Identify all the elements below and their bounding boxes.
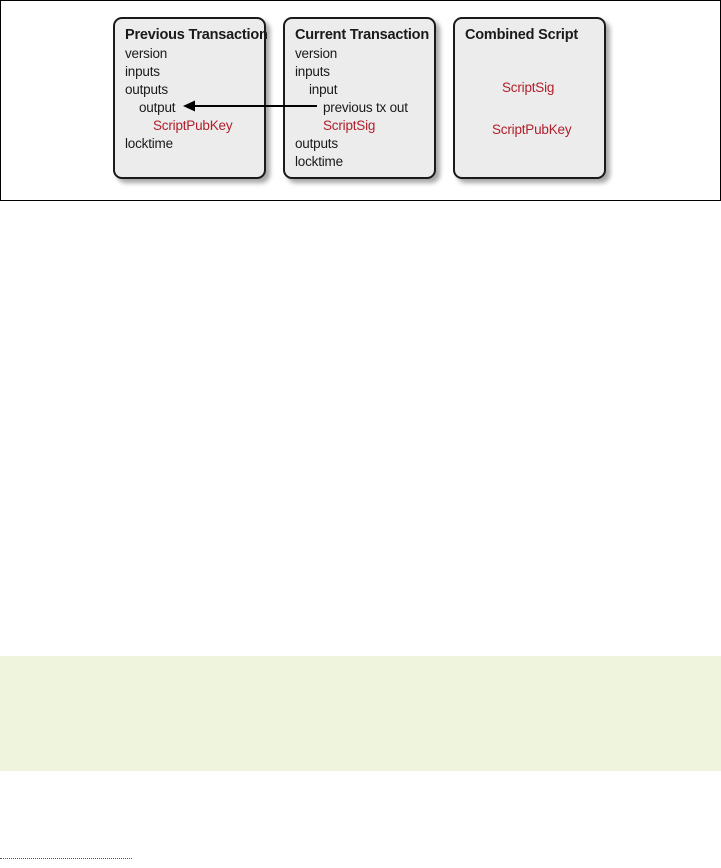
current-transaction-card <box>283 17 436 179</box>
prev-locktime-field: locktime <box>125 136 173 151</box>
previous-transaction-title: Previous Transaction <box>125 27 268 43</box>
current-transaction-title: Current Transaction <box>295 27 429 43</box>
combined-scriptpubkey: ScriptPubKey <box>492 122 572 137</box>
combined-script-title: Combined Script <box>465 27 579 43</box>
prev-scriptpubkey-field: ScriptPubKey <box>153 118 233 133</box>
combined-scriptsig: ScriptSig <box>502 80 555 95</box>
combined-script-card <box>453 17 606 179</box>
prev-outputs-field: outputs <box>125 82 168 97</box>
previous-transaction-card <box>113 17 266 179</box>
curr-version-field: version <box>295 46 338 61</box>
footnote-divider <box>0 858 132 859</box>
curr-previous-tx-out-field: previous tx out <box>323 100 408 115</box>
prev-output-field: output <box>139 100 176 115</box>
curr-input-field: input <box>309 82 338 97</box>
prev-version-field: version <box>125 46 168 61</box>
prev-inputs-field: inputs <box>125 64 160 79</box>
callout-box <box>0 656 721 771</box>
curr-locktime-field: locktime <box>295 154 343 169</box>
curr-inputs-field: inputs <box>295 64 330 79</box>
curr-outputs-field: outputs <box>295 136 338 151</box>
curr-scriptsig-field: ScriptSig <box>323 118 376 133</box>
script-combination-figure <box>0 0 721 201</box>
